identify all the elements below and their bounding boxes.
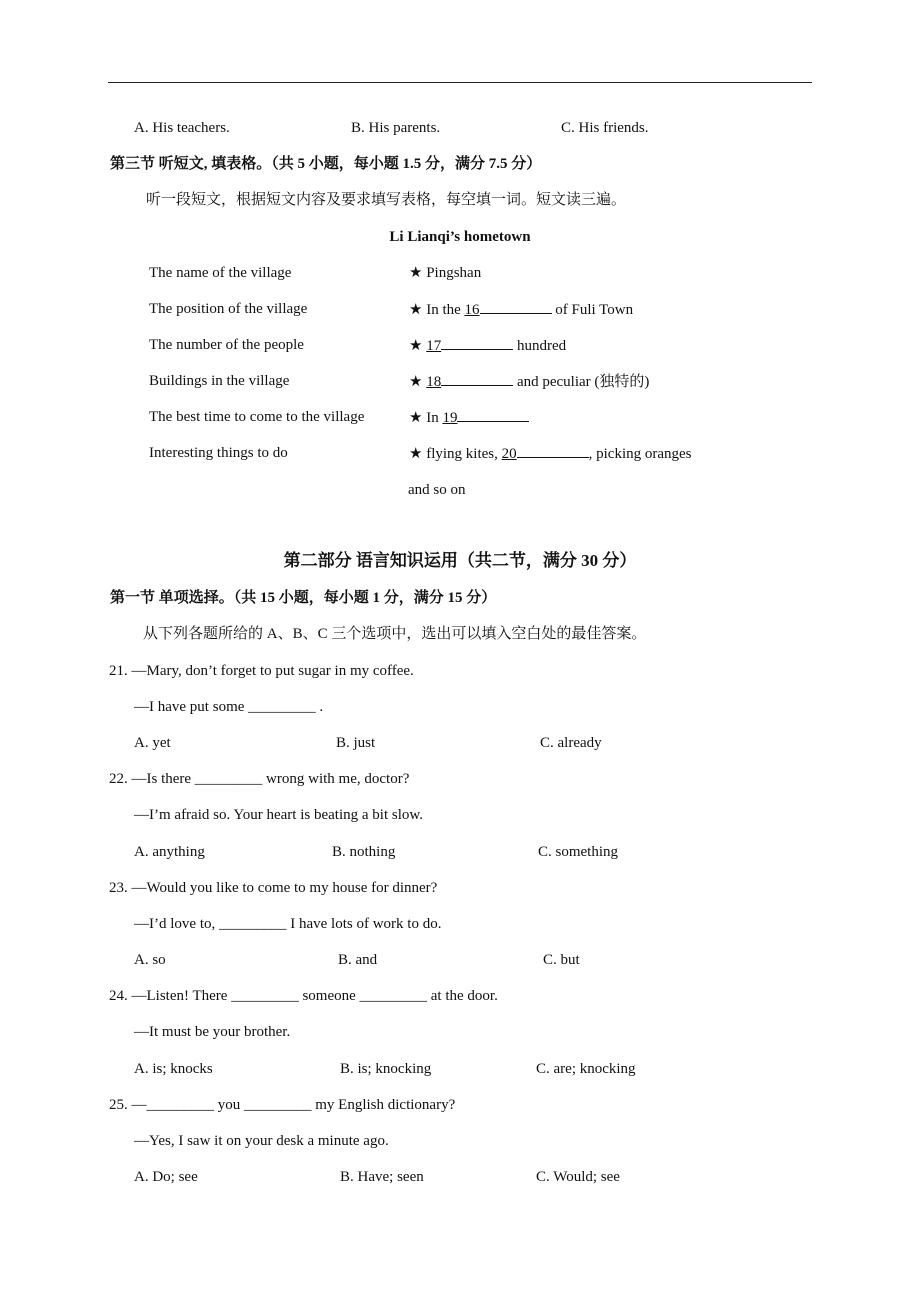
table-row-label: The best time to come to the village bbox=[149, 409, 365, 425]
question-21-response: —I have put some _________ . bbox=[134, 699, 324, 715]
section1-instructions: 从下列各题所给的 A、B、C 三个选项中，选出可以填入空白处的最佳答案。 bbox=[143, 626, 647, 642]
table-row-label: Interesting things to do bbox=[149, 445, 288, 461]
table-row-value: ★ 18 and peculiar (独特的) bbox=[409, 371, 649, 392]
table-row-continuation: and so on bbox=[408, 482, 466, 498]
question-23-response: —I’d love to, _________ I have lots of work to do. bbox=[134, 916, 442, 932]
q24-option-c[interactable]: C. are; knocking bbox=[536, 1061, 636, 1077]
option-a: A. His teachers. bbox=[134, 120, 230, 136]
q23-option-c[interactable]: C. but bbox=[543, 952, 580, 968]
answer-blank[interactable] bbox=[517, 443, 589, 458]
header-rule bbox=[108, 82, 812, 83]
q24-option-a[interactable]: A. is; knocks bbox=[134, 1061, 213, 1077]
q25-option-b[interactable]: B. Have; seen bbox=[340, 1169, 424, 1185]
table-row-label: Buildings in the village bbox=[149, 373, 290, 389]
question-22: 22. —Is there _________ wrong with me, doctor? bbox=[109, 771, 410, 787]
table-row-label: The name of the village bbox=[149, 265, 292, 281]
blank-number: 19 bbox=[442, 410, 458, 426]
question-24: 24. —Listen! There _________ someone _________ at the door. bbox=[109, 988, 498, 1004]
table-row-value: ★ In the 16 of Fuli Town bbox=[409, 299, 633, 320]
q21-option-a[interactable]: A. yet bbox=[134, 735, 171, 751]
q23-option-b[interactable]: B. and bbox=[338, 952, 378, 968]
question-25-response: —Yes, I saw it on your desk a minute ago. bbox=[134, 1133, 389, 1149]
answer-blank[interactable] bbox=[441, 335, 513, 350]
option-b: B. His parents. bbox=[351, 120, 441, 136]
q23-option-a[interactable]: A. so bbox=[134, 952, 166, 968]
question-23: 23. —Would you like to come to my house for dinner? bbox=[109, 880, 438, 896]
answer-blank[interactable] bbox=[457, 407, 529, 422]
section1-heading: 第一节 单项选择。（共 15 小题，每小题 1 分，满分 15 分） bbox=[110, 590, 497, 606]
q21-option-b[interactable]: B. just bbox=[336, 735, 376, 751]
q25-option-c[interactable]: C. Would; see bbox=[536, 1169, 620, 1185]
blank-number: 16 bbox=[464, 302, 480, 318]
blank-number: 18 bbox=[426, 374, 442, 390]
question-24-response: —It must be your brother. bbox=[134, 1024, 291, 1040]
table-row-value: ★ In 19 bbox=[409, 407, 529, 428]
question-21: 21. —Mary, don’t forget to put sugar in my coffee. bbox=[109, 663, 414, 679]
answer-blank[interactable] bbox=[441, 371, 513, 386]
question-25: 25. —_________ you _________ my English dictionary? bbox=[109, 1097, 456, 1113]
q24-option-b[interactable]: B. is; knocking bbox=[340, 1061, 432, 1077]
q22-option-c[interactable]: C. something bbox=[538, 844, 619, 860]
q22-option-a[interactable]: A. anything bbox=[134, 844, 205, 860]
q25-option-a[interactable]: A. Do; see bbox=[134, 1169, 198, 1185]
table-title: Li Lianqi’s hometown bbox=[389, 229, 531, 245]
table-row-value: ★ flying kites, 20 , picking oranges bbox=[409, 443, 692, 464]
q22-option-b[interactable]: B. nothing bbox=[332, 844, 396, 860]
blank-number: 20 bbox=[501, 446, 517, 462]
answer-blank[interactable] bbox=[480, 299, 552, 314]
question-22-response: —I’m afraid so. Your heart is beating a bit slow. bbox=[134, 807, 423, 823]
section3-heading: 第三节 听短文, 填表格。（共 5 小题，每小题 1.5 分，满分 7.5 分） bbox=[110, 156, 542, 172]
q21-option-c[interactable]: C. already bbox=[540, 735, 602, 751]
table-row-label: The position of the village bbox=[149, 301, 308, 317]
section3-instructions: 听一段短文，根据短文内容及要求填写表格，每空填一词。短文读三遍。 bbox=[146, 192, 627, 208]
part2-title: 第二部分 语言知识运用（共二节，满分 30 分） bbox=[283, 551, 637, 570]
table-row-label: The number of the people bbox=[149, 337, 304, 353]
table-row-value: ★ 17 hundred bbox=[409, 335, 566, 356]
option-c: C. His friends. bbox=[561, 120, 649, 136]
table-row-value: ★ Pingshan bbox=[409, 263, 481, 283]
blank-number: 17 bbox=[426, 338, 442, 354]
